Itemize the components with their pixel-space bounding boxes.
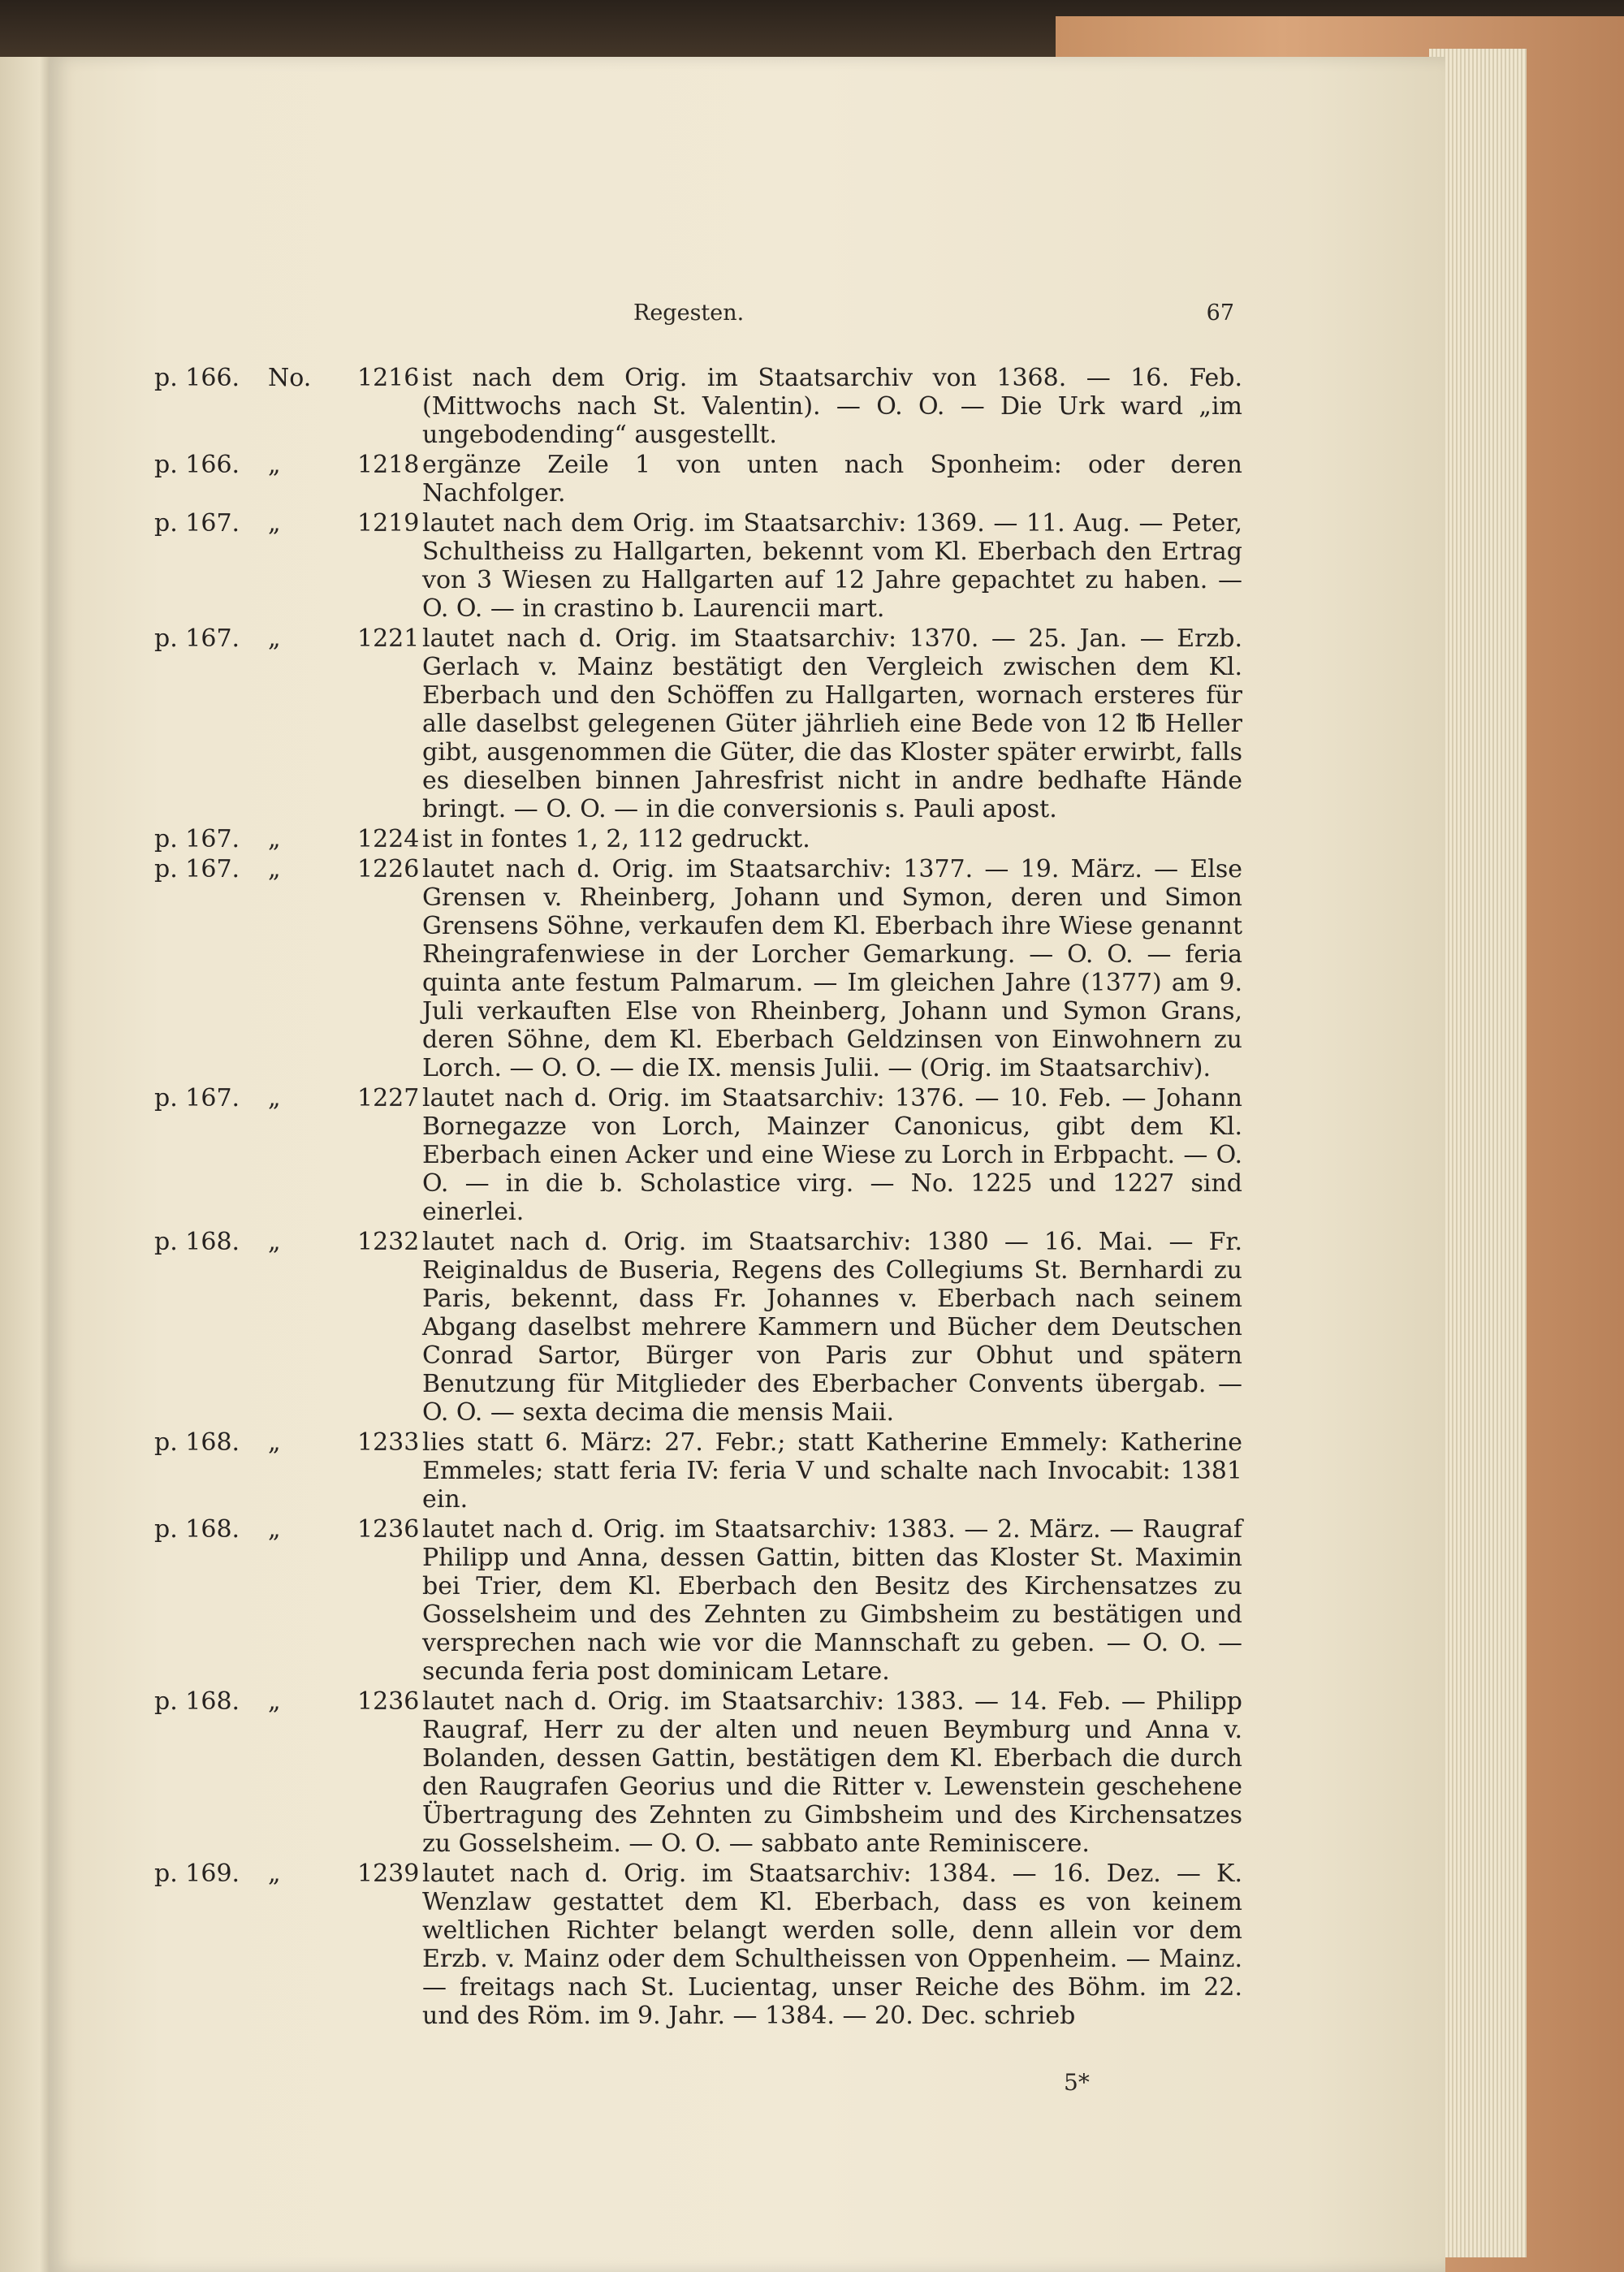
entry-ref: p. 166. (154, 364, 240, 392)
entry-number: 1232 (357, 1228, 420, 1256)
entry-number: 1219 (357, 509, 420, 538)
entry-text: lautet nach d. Orig. im Staatsarchiv: 1370. — 25. Jan. — Erzb. Gerlach v. Mainz bestätigt den Vergleich zwischen dem Kl. Eberbach und den Schöffen zu Hallgarten, wornach ersteres für alle daselbst gelegenen Güter jährlieh eine Bede von 12 ℔ Heller gibt, ausgenommen die Güter, die das Kloster später erwirbt, falls es dieselben binnen Jahresfrist nicht in andre bedhafte Hände bringt. — O. O. — in die conversionis s. Pauli apost. (422, 624, 1242, 823)
entry-1226 (154, 855, 1242, 1082)
book-page (49, 57, 1445, 2272)
entry-number: 1218 (357, 451, 420, 479)
entry-text: lautet nach dem Orig. im Staatsarchiv: 1369. — 11. Aug. — Peter, Schultheiss zu Hallgarten, bekennt vom Kl. Eberbach den Ertrag von 3 Wiesen zu Hallgarten auf 12 Jahre gepachtet zu haben. — O. O. — in crastino b. Laurencii mart. (422, 509, 1242, 623)
entry-no-label: „ (268, 624, 281, 653)
entry-number: 1216 (357, 364, 420, 392)
entry-no-label: No. (268, 364, 312, 392)
entry-1239 (154, 1859, 1242, 2030)
entry-ref: p. 169. (154, 1859, 240, 1888)
entry-text: lies statt 6. März: 27. Febr.; statt Katherine Emmely: Katherine Emmeles; statt feria IV: feria V und schalte nach Invocabit: 1381 ein. (422, 1428, 1242, 1514)
entry-text: ist in fontes 1, 2, 112 gedruckt. (422, 825, 810, 853)
entry-1236b (154, 1687, 1242, 1858)
entry-1227 (154, 1084, 1242, 1226)
running-head: Regesten. (633, 300, 745, 326)
page-number: 67 (1206, 300, 1234, 326)
entry-number: 1236 (357, 1515, 420, 1544)
entry-number: 1233 (357, 1428, 420, 1457)
entry-text: lautet nach d. Orig. im Staatsarchiv: 1384. — 16. Dez. — K. Wenzlaw gestattet dem Kl. Eberbach, dass es von keinem weltlichen Richter belangt werden solle, denn allein vor dem Erzb. v. Mainz oder dem Schultheissen von Oppenheim. — Mainz. — freitags nach St. Lucientag, unser Reiche des Böhm. im 22. und des Röm. im 9. Jahr. — 1384. — 20. Dec. schrieb (422, 1859, 1242, 2030)
entry-1232 (154, 1228, 1242, 1427)
entry-number: 1226 (357, 855, 420, 883)
entry-number: 1239 (357, 1859, 420, 1888)
signature-mark: 5* (1064, 2069, 1090, 2096)
entry-ref: p. 166. (154, 451, 240, 479)
entry-text: ist nach dem Orig. im Staatsarchiv von 1368. — 16. Feb. (Mittwochs nach St. Valentin). — O. O. — Die Urk ward „im ungebodending“ ausgestellt. (422, 364, 1242, 449)
entry-ref: p. 167. (154, 855, 240, 883)
entry-ref: p. 168. (154, 1228, 240, 1256)
regesten-list (154, 364, 1242, 2032)
entry-1219 (154, 509, 1242, 623)
entry-ref: p. 168. (154, 1687, 240, 1716)
entry-text: lautet nach d. Orig. im Staatsarchiv: 1380 — 16. Mai. — Fr. Reiginaldus de Buseria, Regens des Collegiums St. Bernhardi zu Paris, bekennt, dass Fr. Johannes v. Eberbach nach seinem Abgang daselbst mehrere Kammern und Bücher dem Deutschen Conrad Sartor, Bürger von Paris zur Obhut und spätern Benutzung für Mitglieder des Eberbacher Convents übergab. — O. O. — sexta decima die mensis Maii. (422, 1228, 1242, 1427)
entry-ref: p. 167. (154, 509, 240, 538)
entry-no-label: „ (268, 855, 281, 883)
entry-no-label: „ (268, 1859, 281, 1888)
entry-1218 (154, 451, 1242, 508)
entry-ref: p. 167. (154, 825, 240, 853)
entry-no-label: „ (268, 1515, 281, 1544)
entry-text: lautet nach d. Orig. im Staatsarchiv: 1376. — 10. Feb. — Johann Bornegazze von Lorch, Mainzer Canonicus, gibt dem Kl. Eberbach einen Acker und eine Wiese zu Lorch in Erbpacht. — O. O. — in die b. Scholastice virg. — No. 1225 und 1227 sind einerlei. (422, 1084, 1242, 1226)
entry-ref: p. 167. (154, 624, 240, 653)
entry-1233 (154, 1428, 1242, 1514)
entry-no-label: „ (268, 451, 281, 479)
entry-number: 1236 (357, 1687, 420, 1716)
entry-number: 1224 (357, 825, 420, 853)
entry-1236a (154, 1515, 1242, 1686)
page-header (162, 300, 1234, 333)
entry-no-label: „ (268, 1228, 281, 1256)
entry-ref: p. 168. (154, 1428, 240, 1457)
entry-text: ergänze Zeile 1 von unten nach Sponheim: oder deren Nachfolger. (422, 451, 1242, 508)
entry-no-label: „ (268, 825, 281, 853)
entry-1216 (154, 364, 1242, 449)
entry-text: lautet nach d. Orig. im Staatsarchiv: 1383. — 2. März. — Raugraf Philipp und Anna, dessen Gattin, bitten das Kloster St. Maximin bei Trier, dem Kl. Eberbach den Besitz des Kirchensatzes zu Gosselsheim und des Zehnten zu Gimbsheim zu bestätigen und versprechen nach wie vor die Mannschaft zu geben. — O. O. — secunda feria post dominicam Letare. (422, 1515, 1242, 1686)
entry-ref: p. 167. (154, 1084, 240, 1112)
entry-ref: p. 168. (154, 1515, 240, 1544)
entry-no-label: „ (268, 1687, 281, 1716)
entry-text: lautet nach d. Orig. im Staatsarchiv: 1383. — 14. Feb. — Philipp Raugraf, Herr zu der alten und neuen Beymburg und Anna v. Bolanden, dessen Gattin, bestätigen dem Kl. Eberbach die durch den Raugrafen Georius und die Ritter v. Lewenstein geschehene Übertragung des Zehnten zu Gimbsheim und des Kirchensatzes zu Gosselsheim. — O. O. — sabbato ante Reminiscere. (422, 1687, 1242, 1858)
entry-number: 1227 (357, 1084, 420, 1112)
entry-no-label: „ (268, 1428, 281, 1457)
entry-number: 1221 (357, 624, 420, 653)
entry-1221 (154, 624, 1242, 823)
entry-no-label: „ (268, 509, 281, 538)
entry-no-label: „ (268, 1084, 281, 1112)
entry-1224 (154, 825, 1242, 853)
entry-text: lautet nach d. Orig. im Staatsarchiv: 1377. — 19. März. — Else Grensen v. Rheinberg, Johann und Symon, deren und Simon Grensens Söhne, verkaufen dem Kl. Eberbach ihre Wiese genannt Rheingrafenwiese in der Lorcher Gemarkung. — O. O. — feria quinta ante festum Palmarum. — Im gleichen Jahre (1377) am 9. Juli verkauften Else von Rheinberg, Johann und Symon Grans, deren Söhne, dem Kl. Eberbach Geldzinsen von Einwohnern zu Lorch. — O. O. — die IX. mensis Julii. — (Orig. im Staatsarchiv). (422, 855, 1242, 1082)
